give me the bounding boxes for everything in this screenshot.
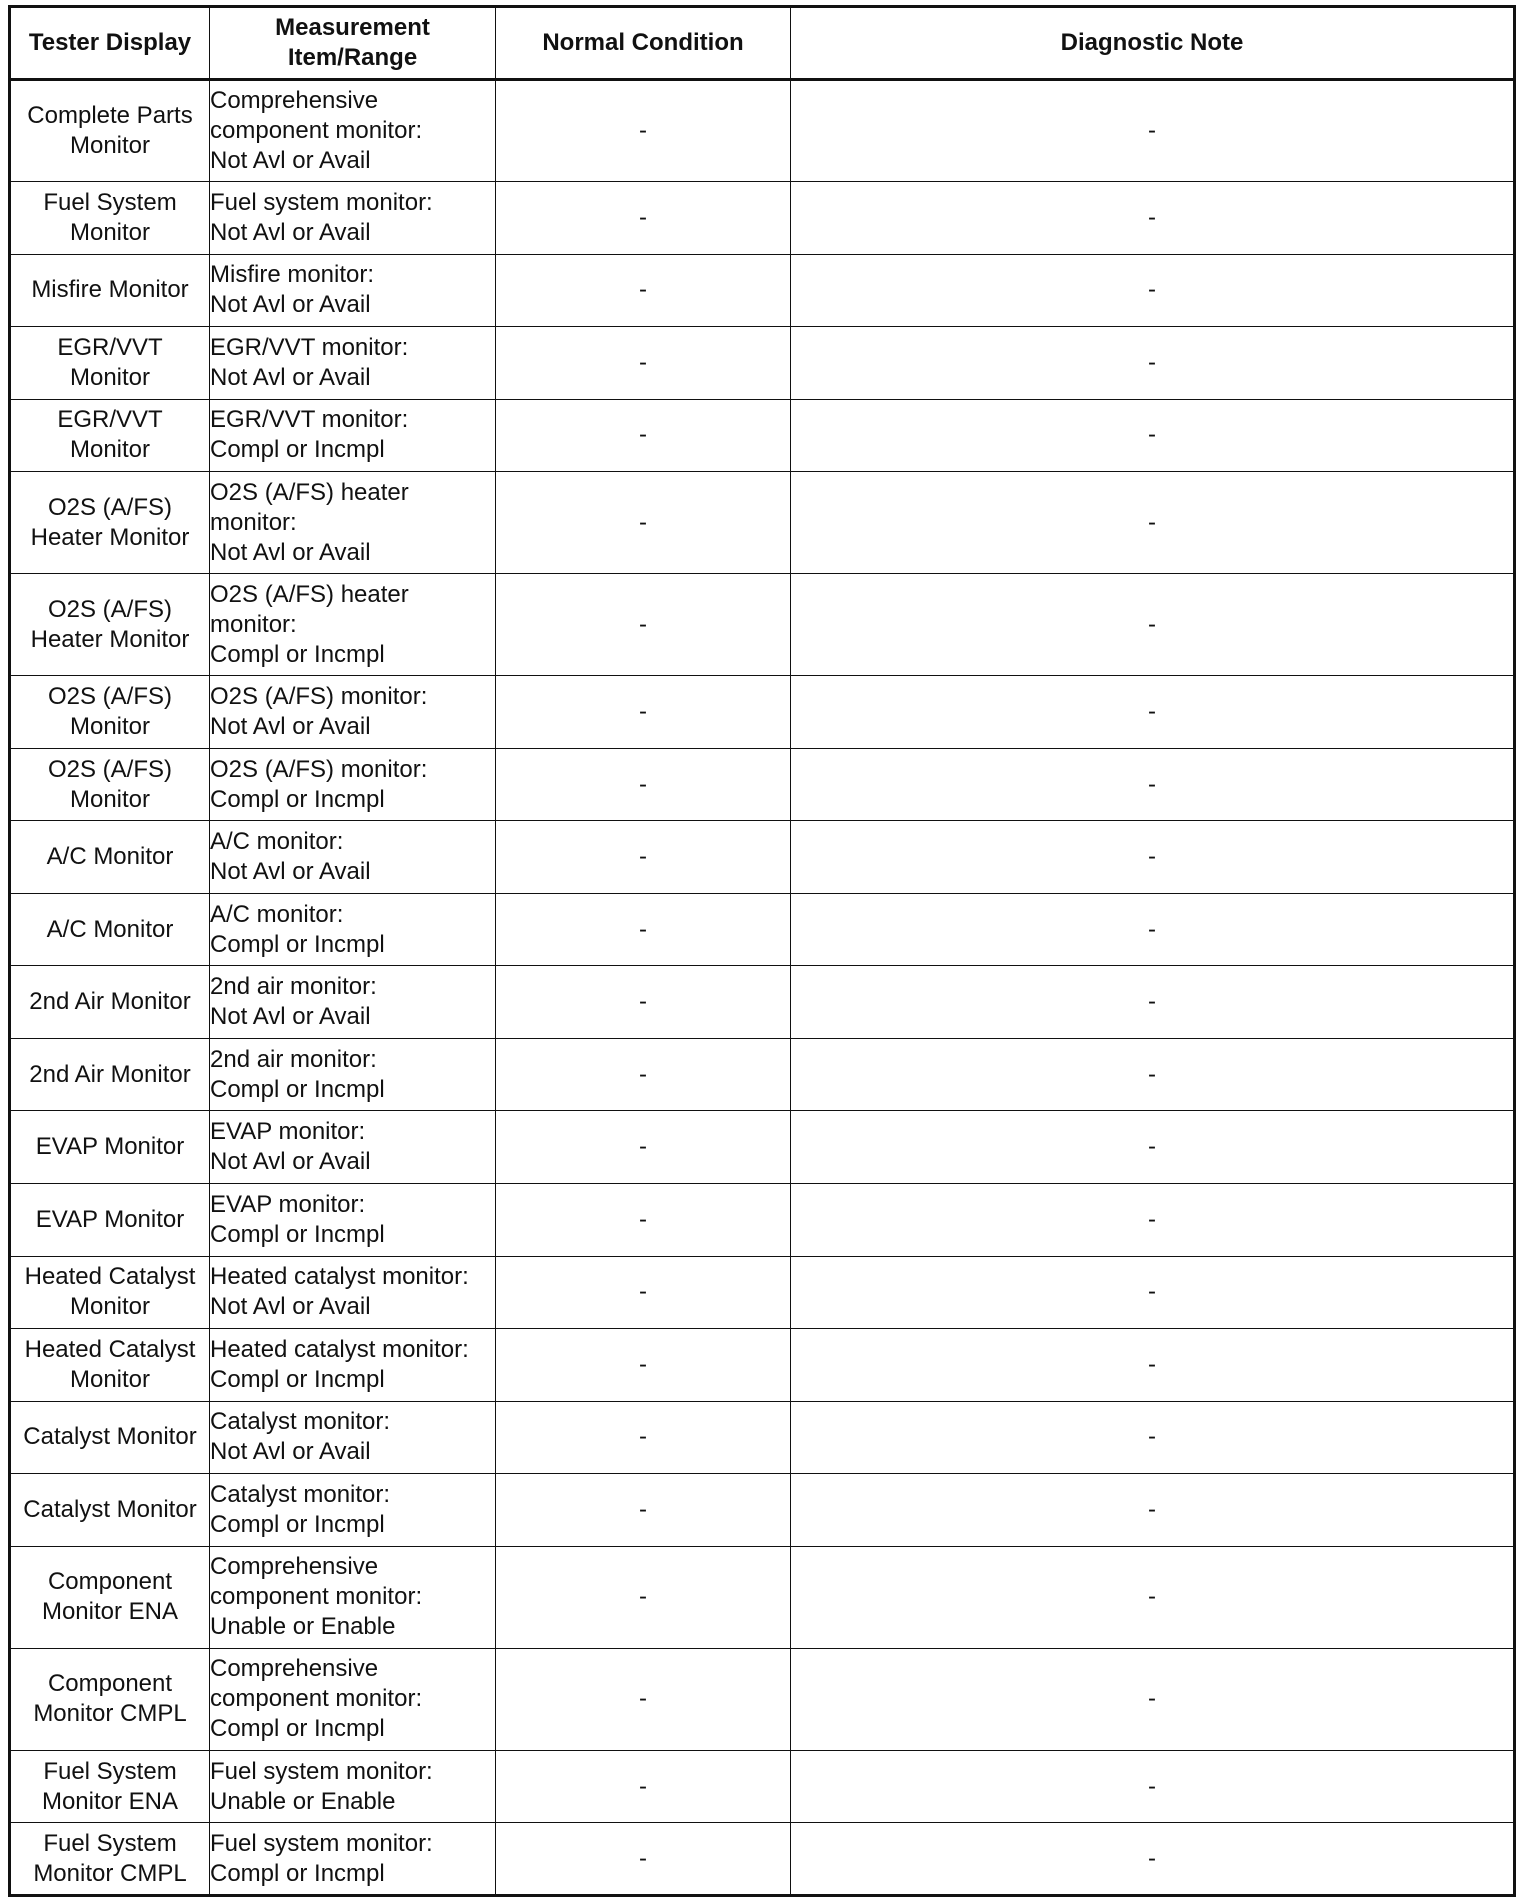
diagnostic-note-cell: - xyxy=(791,574,1515,676)
measurement-range-line: A/C monitor: xyxy=(210,900,344,928)
diagnostic-note-cell: - xyxy=(791,1329,1515,1402)
measurement-range-line: Compl or Incmpl xyxy=(210,1220,385,1248)
measurement-range-cell xyxy=(210,399,496,472)
tester-display-cell xyxy=(10,893,210,966)
measurement-range-line: Compl or Incmpl xyxy=(210,785,385,813)
tester-display-cell xyxy=(10,966,210,1039)
tester-display-line: Monitor xyxy=(69,1365,151,1393)
table-header xyxy=(10,7,1515,80)
table-row xyxy=(10,1474,1515,1547)
measurement-range-line: Comprehensive xyxy=(210,1655,379,1683)
normal-condition-cell: - xyxy=(496,399,791,472)
measurement-range-line: Comprehensive xyxy=(210,87,379,115)
table-row xyxy=(10,1256,1515,1329)
measurement-range-cell xyxy=(210,80,496,182)
tester-display-line: Monitor CMPL xyxy=(33,1859,187,1887)
tester-display-cell xyxy=(10,1329,210,1402)
table-row xyxy=(10,254,1515,327)
table-row xyxy=(10,1823,1515,1896)
diagnostic-note-cell: - xyxy=(791,1111,1515,1184)
measurement-range-line: Compl or Incmpl xyxy=(210,436,385,464)
measurement-range-line: monitor: xyxy=(210,610,297,638)
measurement-range-cell xyxy=(210,254,496,327)
normal-condition-cell: - xyxy=(496,1256,791,1329)
diagnostic-note-cell: - xyxy=(791,1183,1515,1256)
monitor-status-sheet xyxy=(8,5,1513,1897)
measurement-range-line: Not Avl or Avail xyxy=(210,218,371,246)
normal-condition-cell: - xyxy=(496,1474,791,1547)
tester-display-line: Monitor xyxy=(69,363,151,391)
measurement-range-line: Compl or Incmpl xyxy=(210,1510,385,1538)
tester-display-cell xyxy=(10,472,210,574)
tester-display-line: A/C Monitor xyxy=(46,843,174,871)
measurement-range-line: O2S (A/FS) heater xyxy=(210,478,409,506)
measurement-range-line: Catalyst monitor: xyxy=(210,1408,391,1436)
table-row xyxy=(10,1401,1515,1474)
measurement-range-cell xyxy=(210,472,496,574)
normal-condition-cell: - xyxy=(496,574,791,676)
table-row xyxy=(10,821,1515,894)
tester-display-cell xyxy=(10,1111,210,1184)
table-body xyxy=(10,80,1515,1896)
measurement-range-line: A/C monitor: xyxy=(210,828,344,856)
tester-display-line: Heater Monitor xyxy=(30,523,190,551)
measurement-range-line: Compl or Incmpl xyxy=(210,930,385,958)
measurement-range-line: Not Avl or Avail xyxy=(210,147,371,175)
tester-display-cell xyxy=(10,1038,210,1111)
measurement-range-line: Fuel system monitor: xyxy=(210,1757,433,1785)
measurement-range-line: Not Avl or Avail xyxy=(210,291,371,319)
normal-condition-cell: - xyxy=(496,1750,791,1823)
measurement-range-line: O2S (A/FS) monitor: xyxy=(210,683,428,711)
measurement-range-cell xyxy=(210,182,496,255)
normal-condition-cell: - xyxy=(496,1111,791,1184)
tester-display-line: Monitor xyxy=(69,785,151,813)
tester-display-cell xyxy=(10,80,210,182)
measurement-range-cell xyxy=(210,1401,496,1474)
measurement-range-line: component monitor: xyxy=(210,1685,423,1713)
measurement-range-line: Not Avl or Avail xyxy=(210,1438,371,1466)
tester-display-line: Heated Catalyst xyxy=(24,1335,196,1363)
tester-display-line: O2S (A/FS) xyxy=(47,755,173,783)
measurement-range-line: Compl or Incmpl xyxy=(210,1715,385,1743)
tester-display-cell xyxy=(10,1183,210,1256)
diagnostic-note-cell: - xyxy=(791,676,1515,749)
normal-condition-cell: - xyxy=(496,1183,791,1256)
measurement-range-line: 2nd air monitor: xyxy=(210,973,377,1001)
measurement-range-line: Comprehensive xyxy=(210,1553,379,1581)
measurement-range-line: O2S (A/FS) heater xyxy=(210,580,409,608)
normal-condition-cell: - xyxy=(496,821,791,894)
measurement-range-cell xyxy=(210,574,496,676)
diagnostic-note-cell: - xyxy=(791,1648,1515,1750)
table-row xyxy=(10,1038,1515,1111)
table-row xyxy=(10,574,1515,676)
tester-display-line: Fuel System xyxy=(43,188,177,216)
measurement-range-line: EGR/VVT monitor: xyxy=(210,333,409,361)
normal-condition-cell: - xyxy=(496,1329,791,1402)
tester-display-line: Monitor ENA xyxy=(41,1787,179,1815)
measurement-range-cell xyxy=(210,1546,496,1648)
header-tester-display: Tester Display xyxy=(10,7,210,80)
tester-display-cell xyxy=(10,676,210,749)
measurement-range-line: 2nd air monitor: xyxy=(210,1045,377,1073)
diagnostic-note-cell: - xyxy=(791,748,1515,821)
diagnostic-note-cell: - xyxy=(791,1546,1515,1648)
measurement-range-line: Heated catalyst monitor: xyxy=(210,1263,469,1291)
tester-display-cell xyxy=(10,1474,210,1547)
measurement-range-line: Not Avl or Avail xyxy=(210,858,371,886)
diagnostic-note-cell: - xyxy=(791,1038,1515,1111)
tester-display-line: Monitor xyxy=(69,132,151,160)
table-row xyxy=(10,80,1515,182)
measurement-range-cell xyxy=(210,1474,496,1547)
tester-display-line: A/C Monitor xyxy=(46,915,174,943)
measurement-range-line: Heated catalyst monitor: xyxy=(210,1335,469,1363)
normal-condition-cell: - xyxy=(496,893,791,966)
measurement-range-line: Unable or Enable xyxy=(210,1787,396,1815)
diagnostic-note-cell: - xyxy=(791,821,1515,894)
normal-condition-cell: - xyxy=(496,327,791,400)
tester-display-line: Component xyxy=(47,1670,173,1698)
tester-display-cell xyxy=(10,574,210,676)
measurement-range-line: Not Avl or Avail xyxy=(210,1148,371,1176)
measurement-range-line: EVAP monitor: xyxy=(210,1190,366,1218)
header-diagnostic-note: Diagnostic Note xyxy=(791,7,1515,80)
tester-display-line: Fuel System xyxy=(43,1829,177,1857)
diagnostic-note-cell: - xyxy=(791,1256,1515,1329)
normal-condition-cell: - xyxy=(496,676,791,749)
tester-display-cell xyxy=(10,399,210,472)
tester-display-cell xyxy=(10,1401,210,1474)
table-row xyxy=(10,1648,1515,1750)
diagnostic-note-cell: - xyxy=(791,1750,1515,1823)
header-measurement-line-1: Measurement xyxy=(275,14,430,41)
measurement-range-line: Unable or Enable xyxy=(210,1613,396,1641)
tester-display-line: Monitor xyxy=(69,1293,151,1321)
tester-display-line: Monitor xyxy=(69,713,151,741)
measurement-range-line: Compl or Incmpl xyxy=(210,1075,385,1103)
measurement-range-cell xyxy=(210,1111,496,1184)
measurement-range-cell xyxy=(210,1750,496,1823)
tester-display-cell xyxy=(10,1546,210,1648)
tester-display-line: Component xyxy=(47,1568,173,1596)
tester-display-line: O2S (A/FS) xyxy=(47,595,173,623)
measurement-range-line: EVAP monitor: xyxy=(210,1118,366,1146)
tester-display-line: Monitor xyxy=(69,218,151,246)
normal-condition-cell: - xyxy=(496,80,791,182)
tester-display-cell xyxy=(10,1823,210,1896)
measurement-range-line: Compl or Incmpl xyxy=(210,1859,385,1887)
table-row xyxy=(10,893,1515,966)
diagnostic-note-cell: - xyxy=(791,893,1515,966)
tester-display-line: Heater Monitor xyxy=(30,625,190,653)
measurement-range-cell xyxy=(210,1038,496,1111)
measurement-range-cell xyxy=(210,1823,496,1896)
diagnostic-note-cell: - xyxy=(791,966,1515,1039)
tester-display-line: O2S (A/FS) xyxy=(47,683,173,711)
measurement-range-line: Compl or Incmpl xyxy=(210,1365,385,1393)
table-row xyxy=(10,1183,1515,1256)
tester-display-line: EGR/VVT xyxy=(57,333,163,361)
table-row xyxy=(10,1546,1515,1648)
measurement-range-line: Not Avl or Avail xyxy=(210,1003,371,1031)
normal-condition-cell: - xyxy=(496,748,791,821)
diagnostic-note-cell: - xyxy=(791,399,1515,472)
measurement-range-line: Not Avl or Avail xyxy=(210,713,371,741)
tester-display-cell xyxy=(10,254,210,327)
measurement-range-cell xyxy=(210,1256,496,1329)
tester-display-cell xyxy=(10,748,210,821)
tester-display-cell xyxy=(10,821,210,894)
header-measurement-line-2: Item/Range xyxy=(287,44,418,71)
table-row xyxy=(10,966,1515,1039)
tester-display-cell xyxy=(10,1256,210,1329)
measurement-range-line: Not Avl or Avail xyxy=(210,363,371,391)
measurement-range-cell xyxy=(210,821,496,894)
tester-display-cell xyxy=(10,1750,210,1823)
diagnostic-note-cell: - xyxy=(791,254,1515,327)
measurement-range-line: Compl or Incmpl xyxy=(210,640,385,668)
measurement-range-line: Not Avl or Avail xyxy=(210,538,371,566)
diagnostic-note-cell: - xyxy=(791,1823,1515,1896)
measurement-range-line: component monitor: xyxy=(210,117,423,145)
header-row xyxy=(10,7,1515,80)
table-row xyxy=(10,1329,1515,1402)
diagnostic-note-cell: - xyxy=(791,1401,1515,1474)
tester-display-line: Monitor xyxy=(69,436,151,464)
measurement-range-cell xyxy=(210,748,496,821)
tester-display-line: EGR/VVT xyxy=(57,406,163,434)
normal-condition-cell: - xyxy=(496,1401,791,1474)
tester-display-line: 2nd Air Monitor xyxy=(29,988,191,1016)
tester-display-line: EVAP Monitor xyxy=(35,1205,185,1233)
tester-display-line: Misfire Monitor xyxy=(31,276,189,304)
normal-condition-cell: - xyxy=(496,966,791,1039)
measurement-range-line: O2S (A/FS) monitor: xyxy=(210,755,428,783)
header-measurement-item-range xyxy=(210,7,496,80)
table-row xyxy=(10,1750,1515,1823)
diagnostic-note-cell: - xyxy=(791,182,1515,255)
tester-display-line: Monitor ENA xyxy=(41,1598,179,1626)
tester-display-line: EVAP Monitor xyxy=(35,1133,185,1161)
table-row xyxy=(10,472,1515,574)
tester-display-line: Complete Parts xyxy=(27,102,193,130)
measurement-range-cell xyxy=(210,893,496,966)
normal-condition-cell: - xyxy=(496,1038,791,1111)
measurement-range-line: Fuel system monitor: xyxy=(210,1829,433,1857)
normal-condition-cell: - xyxy=(496,1546,791,1648)
monitor-status-table xyxy=(8,5,1516,1897)
measurement-range-cell xyxy=(210,1183,496,1256)
normal-condition-cell: - xyxy=(496,1648,791,1750)
measurement-range-line: Catalyst monitor: xyxy=(210,1480,391,1508)
table-row xyxy=(10,399,1515,472)
normal-condition-cell: - xyxy=(496,472,791,574)
normal-condition-cell: - xyxy=(496,182,791,255)
header-normal-condition: Normal Condition xyxy=(496,7,791,80)
measurement-range-line: EGR/VVT monitor: xyxy=(210,406,409,434)
tester-display-line: Heated Catalyst xyxy=(24,1263,196,1291)
table-row xyxy=(10,327,1515,400)
measurement-range-line: Misfire monitor: xyxy=(210,261,375,289)
measurement-range-line: component monitor: xyxy=(210,1583,423,1611)
measurement-range-cell xyxy=(210,327,496,400)
tester-display-line: Catalyst Monitor xyxy=(23,1423,197,1451)
measurement-range-cell xyxy=(210,1329,496,1402)
table-row xyxy=(10,676,1515,749)
tester-display-line: 2nd Air Monitor xyxy=(29,1060,191,1088)
tester-display-line: Monitor CMPL xyxy=(33,1700,187,1728)
measurement-range-line: monitor: xyxy=(210,508,297,536)
measurement-range-cell xyxy=(210,676,496,749)
tester-display-line: O2S (A/FS) xyxy=(47,493,173,521)
table-row xyxy=(10,748,1515,821)
tester-display-cell xyxy=(10,327,210,400)
tester-display-line: Catalyst Monitor xyxy=(23,1495,197,1523)
table-row xyxy=(10,182,1515,255)
tester-display-cell xyxy=(10,182,210,255)
diagnostic-note-cell: - xyxy=(791,80,1515,182)
diagnostic-note-cell: - xyxy=(791,472,1515,574)
tester-display-line: Fuel System xyxy=(43,1757,177,1785)
tester-display-cell xyxy=(10,1648,210,1750)
diagnostic-note-cell: - xyxy=(791,327,1515,400)
table-row xyxy=(10,1111,1515,1184)
measurement-range-line: Not Avl or Avail xyxy=(210,1293,371,1321)
normal-condition-cell: - xyxy=(496,254,791,327)
measurement-range-line: Fuel system monitor: xyxy=(210,188,433,216)
measurement-range-cell xyxy=(210,1648,496,1750)
measurement-range-cell xyxy=(210,966,496,1039)
diagnostic-note-cell: - xyxy=(791,1474,1515,1547)
normal-condition-cell: - xyxy=(496,1823,791,1896)
